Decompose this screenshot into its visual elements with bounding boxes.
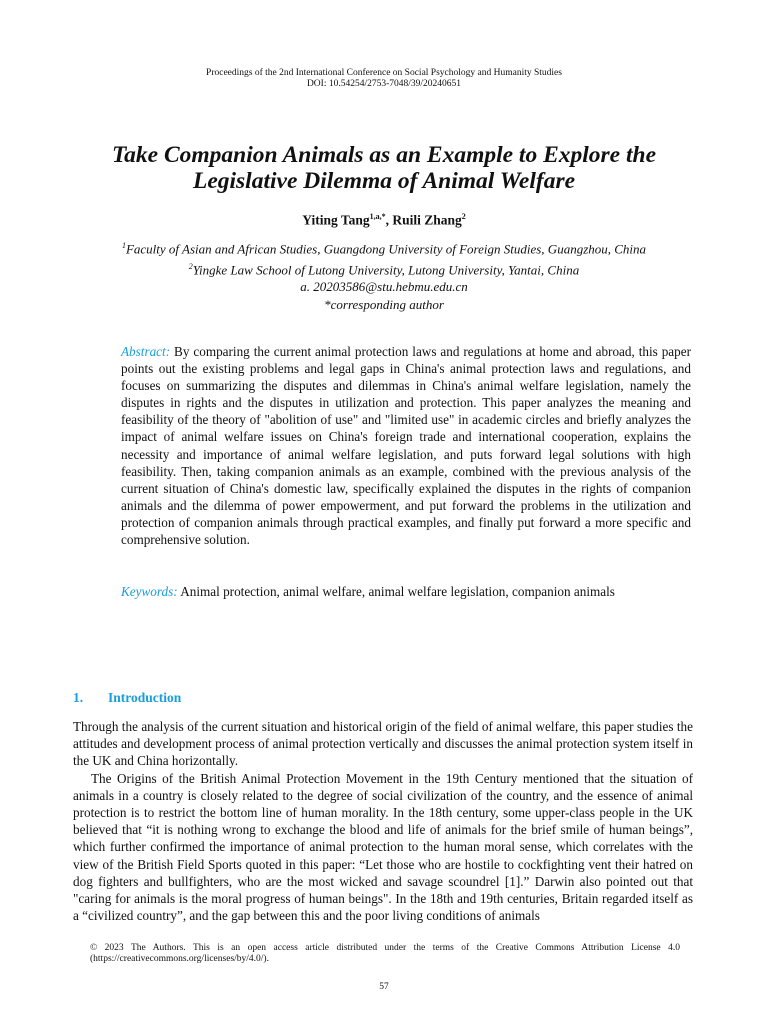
affiliation-superscript: 2 bbox=[188, 261, 193, 271]
body-paragraph: Through the analysis of the current situation and historical origin of the field of animal welfare, this paper studies the attitudes and development process of animal protection vertically and discusses the animal protection system itself in the UK and China horizontally. bbox=[73, 719, 693, 769]
section-body bbox=[73, 718, 693, 924]
license-footnote: © 2023 The Authors. This is an open access article distributed under the terms of the Creative Commons Attribution License 4.0 (https://creativecommons.org/licenses/by/4.0/). bbox=[90, 943, 680, 964]
doi-line: DOI: 10.54254/2753-7048/39/20240651 bbox=[306, 79, 462, 89]
abstract-label: Abstract: bbox=[121, 344, 171, 359]
paper-title: Take Companion Animals as an Example to Explore the Legislative Dilemma of Animal Welfare bbox=[111, 142, 657, 194]
author-line bbox=[0, 212, 768, 229]
email-line: a. 20203586@stu.hebmu.edu.cn bbox=[300, 279, 468, 295]
author-separator: , bbox=[385, 212, 393, 228]
affiliation-superscript: 1 bbox=[121, 241, 126, 250]
keywords-text: Animal protection, animal welfare, animal welfare legislation, companion animals bbox=[180, 584, 615, 599]
affiliation-text: Yingke Law School of Lutong University, Lutong University, Yantai, China bbox=[192, 261, 580, 277]
section-heading bbox=[73, 690, 181, 706]
affiliations bbox=[72, 237, 696, 313]
proceedings-line: Proceedings of the 2nd International Conference on Social Psychology and Humanity Studies bbox=[206, 68, 562, 78]
affiliation-2 bbox=[72, 258, 696, 279]
abstract bbox=[121, 343, 691, 548]
author-name: Ruili Zhang bbox=[392, 212, 462, 228]
author-superscript: 2 bbox=[461, 212, 466, 221]
affiliation-1 bbox=[72, 237, 696, 258]
author-name: Yiting Tang bbox=[302, 212, 370, 228]
section-number: 1. bbox=[73, 690, 84, 705]
running-header bbox=[0, 68, 768, 90]
section-title: Introduction bbox=[108, 690, 182, 705]
keywords-label: Keywords: bbox=[121, 584, 178, 599]
abstract-text: By comparing the current animal protection laws and regulations at home and abroad, this paper points out the existing problems and legal gaps in China's animal protection laws and regulations, and focuses on summarizing the disputes and dilemmas in China's animal welfare legislation, namely the disputes in rights and the disputes in utilization and protection. This paper analyzes the meaning and feasibility of the theory of "abolition of use" and "limited use" in academic circles and briefly analyzes the impact of animal welfare issues on China's foreign trade and international cooperation, explains the necessity and importance of animal welfare legislation, and puts forward legal solutions with high feasibility. Then, taking companion animals as an example, combined with the previous analysis of the current situation of China's domestic law, specifically explained the disputes in the rights of companion animals and the dilemma of power empowerment, and put forward the problems in the utilization and protection of companion animals through practical examples, and finally put forward a more specific and comprehensive solution. bbox=[121, 344, 691, 548]
affiliation-text: Faculty of Asian and African Studies, Guangdong University of Foreign Studies, Guangzhou, China bbox=[125, 241, 647, 257]
body-paragraph: The Origins of the British Animal Protection Movement in the 19th Century mentioned that the situation of animals in a country is closely related to the degree of social civilization of the country, and the essence of animal protection is to restrict the bottom line of human morality. In the 18th century, some upper-class people in the UK believed that “it is nothing wrong to exchange the blood and life of animals for the brief smile of human beings”, which further confirmed the importance of animal protection to the human moral sense, which correlates with the view of the British Field Sports quoted in this paper: “Let those who are hostile to cockfighting vent their hatred on dog fighters and bullfighters, who are the most wicked and savage scoundrel [1].” Darwin also pointed out that "caring for animals is the moral progress of human beings". In the 18th and 19th centuries, Britain regarded itself as a “civilized country”, and the gap between this and the poor living conditions of animals bbox=[73, 770, 693, 924]
page-number: 57 bbox=[379, 982, 389, 992]
keywords bbox=[121, 583, 691, 600]
author-superscript: 1,a,* bbox=[369, 212, 386, 221]
corresponding-author-note: *corresponding author bbox=[324, 296, 444, 312]
